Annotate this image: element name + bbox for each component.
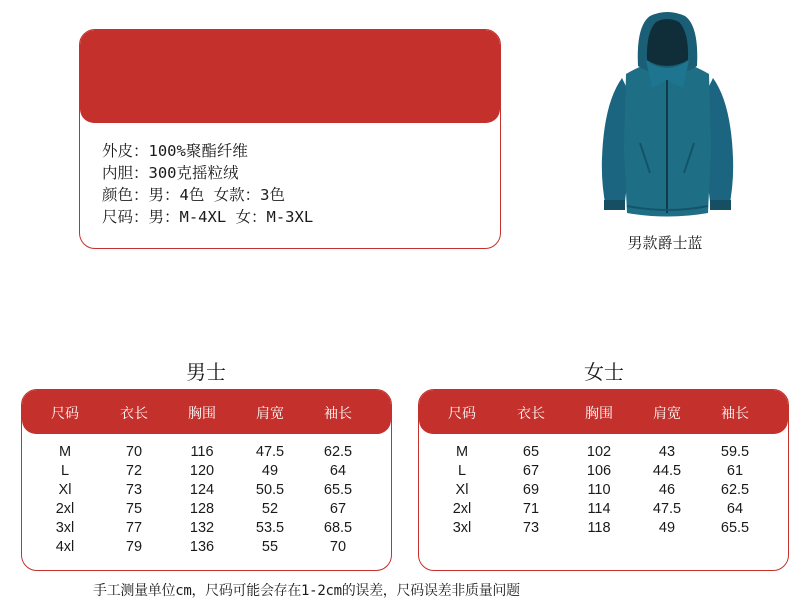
men-size-row bbox=[22, 444, 391, 463]
men-cell-shoulder: 50.5 bbox=[255, 482, 285, 498]
men-size-row bbox=[22, 463, 391, 482]
men-cell-chest: 132 bbox=[189, 520, 215, 536]
women-cell-size: 3xl bbox=[452, 520, 472, 536]
men-cell-length: 72 bbox=[125, 463, 143, 479]
women-cell-length: 73 bbox=[522, 520, 540, 536]
info-line-lining: 内胆：300克摇粒绒 bbox=[102, 164, 239, 182]
women-cell-shoulder: 49 bbox=[658, 520, 676, 536]
women-cell-chest: 118 bbox=[587, 520, 611, 536]
fabric-info-card bbox=[79, 29, 501, 249]
women-cell-sleeve: 61 bbox=[726, 463, 744, 479]
women-size-header bbox=[419, 390, 788, 434]
men-size-row bbox=[22, 501, 391, 520]
product-caption: 男款爵士蓝 bbox=[627, 234, 703, 252]
men-cell-sleeve: 62.5 bbox=[323, 444, 353, 460]
men-header-length: 衣长 bbox=[120, 406, 148, 422]
women-cell-length: 65 bbox=[522, 444, 540, 460]
men-size-row bbox=[22, 482, 391, 501]
women-cell-length: 71 bbox=[522, 501, 540, 517]
info-card-header bbox=[80, 30, 500, 123]
women-size-row bbox=[419, 520, 788, 539]
women-cell-length: 69 bbox=[522, 482, 540, 498]
info-line-sizes: 尺码：男：M-4XL 女：M-3XL bbox=[102, 208, 314, 226]
men-header-size: 尺码 bbox=[51, 406, 79, 422]
men-cell-length: 79 bbox=[125, 539, 143, 555]
men-cell-size: M bbox=[58, 444, 72, 460]
men-cell-chest: 124 bbox=[189, 482, 215, 498]
women-cell-chest: 102 bbox=[586, 444, 612, 460]
women-size-title: 女士 bbox=[584, 360, 624, 384]
men-cell-shoulder: 47.5 bbox=[255, 444, 285, 460]
women-cell-shoulder: 47.5 bbox=[652, 501, 682, 517]
women-size-row bbox=[419, 463, 788, 482]
men-size-row bbox=[22, 539, 391, 558]
women-size-row bbox=[419, 501, 788, 520]
men-cell-length: 75 bbox=[125, 501, 143, 517]
men-cell-size: L bbox=[60, 463, 70, 479]
men-size-table bbox=[21, 389, 392, 571]
women-cell-sleeve: 65.5 bbox=[720, 520, 750, 536]
men-cell-sleeve: 70 bbox=[329, 539, 347, 555]
men-header-shoulder: 肩宽 bbox=[256, 406, 284, 422]
men-cell-chest: 116 bbox=[190, 444, 214, 460]
info-line-shell: 外皮：100%聚酯纤维 bbox=[102, 142, 248, 160]
men-cell-shoulder: 49 bbox=[261, 463, 279, 479]
women-cell-shoulder: 43 bbox=[658, 444, 676, 460]
women-header-chest: 胸围 bbox=[585, 406, 613, 422]
men-cell-size: Xl bbox=[58, 482, 72, 498]
men-cell-size: 3xl bbox=[55, 520, 75, 536]
men-cell-shoulder: 55 bbox=[261, 539, 279, 555]
women-cell-length: 67 bbox=[522, 463, 540, 479]
women-cell-sleeve: 62.5 bbox=[720, 482, 750, 498]
men-cell-shoulder: 52 bbox=[261, 501, 279, 517]
men-header-chest: 胸围 bbox=[188, 406, 216, 422]
women-cell-size: L bbox=[457, 463, 467, 479]
women-header-length: 衣长 bbox=[517, 406, 545, 422]
men-cell-chest: 120 bbox=[189, 463, 215, 479]
women-cell-shoulder: 44.5 bbox=[652, 463, 682, 479]
women-size-table bbox=[418, 389, 789, 571]
men-cell-chest: 136 bbox=[189, 539, 215, 555]
men-cell-length: 77 bbox=[125, 520, 143, 536]
men-cell-sleeve: 67 bbox=[329, 501, 347, 517]
women-cell-chest: 106 bbox=[586, 463, 612, 479]
women-size-row bbox=[419, 444, 788, 463]
women-cell-chest: 110 bbox=[587, 482, 611, 498]
men-cell-chest: 128 bbox=[189, 501, 215, 517]
men-cell-size: 2xl bbox=[55, 501, 75, 517]
women-cell-chest: 114 bbox=[587, 501, 611, 517]
jacket-illustration bbox=[590, 8, 745, 223]
men-size-header bbox=[22, 390, 391, 434]
men-cell-shoulder: 53.5 bbox=[255, 520, 285, 536]
men-cell-size: 4xl bbox=[55, 539, 75, 555]
men-cell-length: 70 bbox=[125, 444, 143, 460]
men-cell-sleeve: 68.5 bbox=[323, 520, 353, 536]
men-size-title: 男士 bbox=[186, 360, 226, 384]
women-header-shoulder: 肩宽 bbox=[653, 406, 681, 422]
women-header-sleeve: 袖长 bbox=[721, 406, 749, 422]
women-cell-sleeve: 64 bbox=[726, 501, 744, 517]
women-cell-size: M bbox=[455, 444, 469, 460]
fabric-info-lines bbox=[102, 140, 313, 228]
women-header-size: 尺码 bbox=[448, 406, 476, 422]
measurement-note: 手工测量单位cm，尺码可能会存在1-2cm的误差，尺码误差非质量问题 bbox=[93, 583, 520, 599]
women-cell-size: Xl bbox=[455, 482, 469, 498]
women-size-row bbox=[419, 482, 788, 501]
men-cell-sleeve: 64 bbox=[329, 463, 347, 479]
men-header-sleeve: 袖长 bbox=[324, 406, 352, 422]
info-line-colors: 颜色：男：4色 女款：3色 bbox=[102, 186, 285, 204]
women-cell-size: 2xl bbox=[452, 501, 472, 517]
men-cell-sleeve: 65.5 bbox=[323, 482, 353, 498]
women-cell-sleeve: 59.5 bbox=[720, 444, 750, 460]
product-jacket-image bbox=[590, 8, 745, 223]
women-cell-shoulder: 46 bbox=[658, 482, 676, 498]
men-size-row bbox=[22, 520, 391, 539]
men-cell-length: 73 bbox=[125, 482, 143, 498]
